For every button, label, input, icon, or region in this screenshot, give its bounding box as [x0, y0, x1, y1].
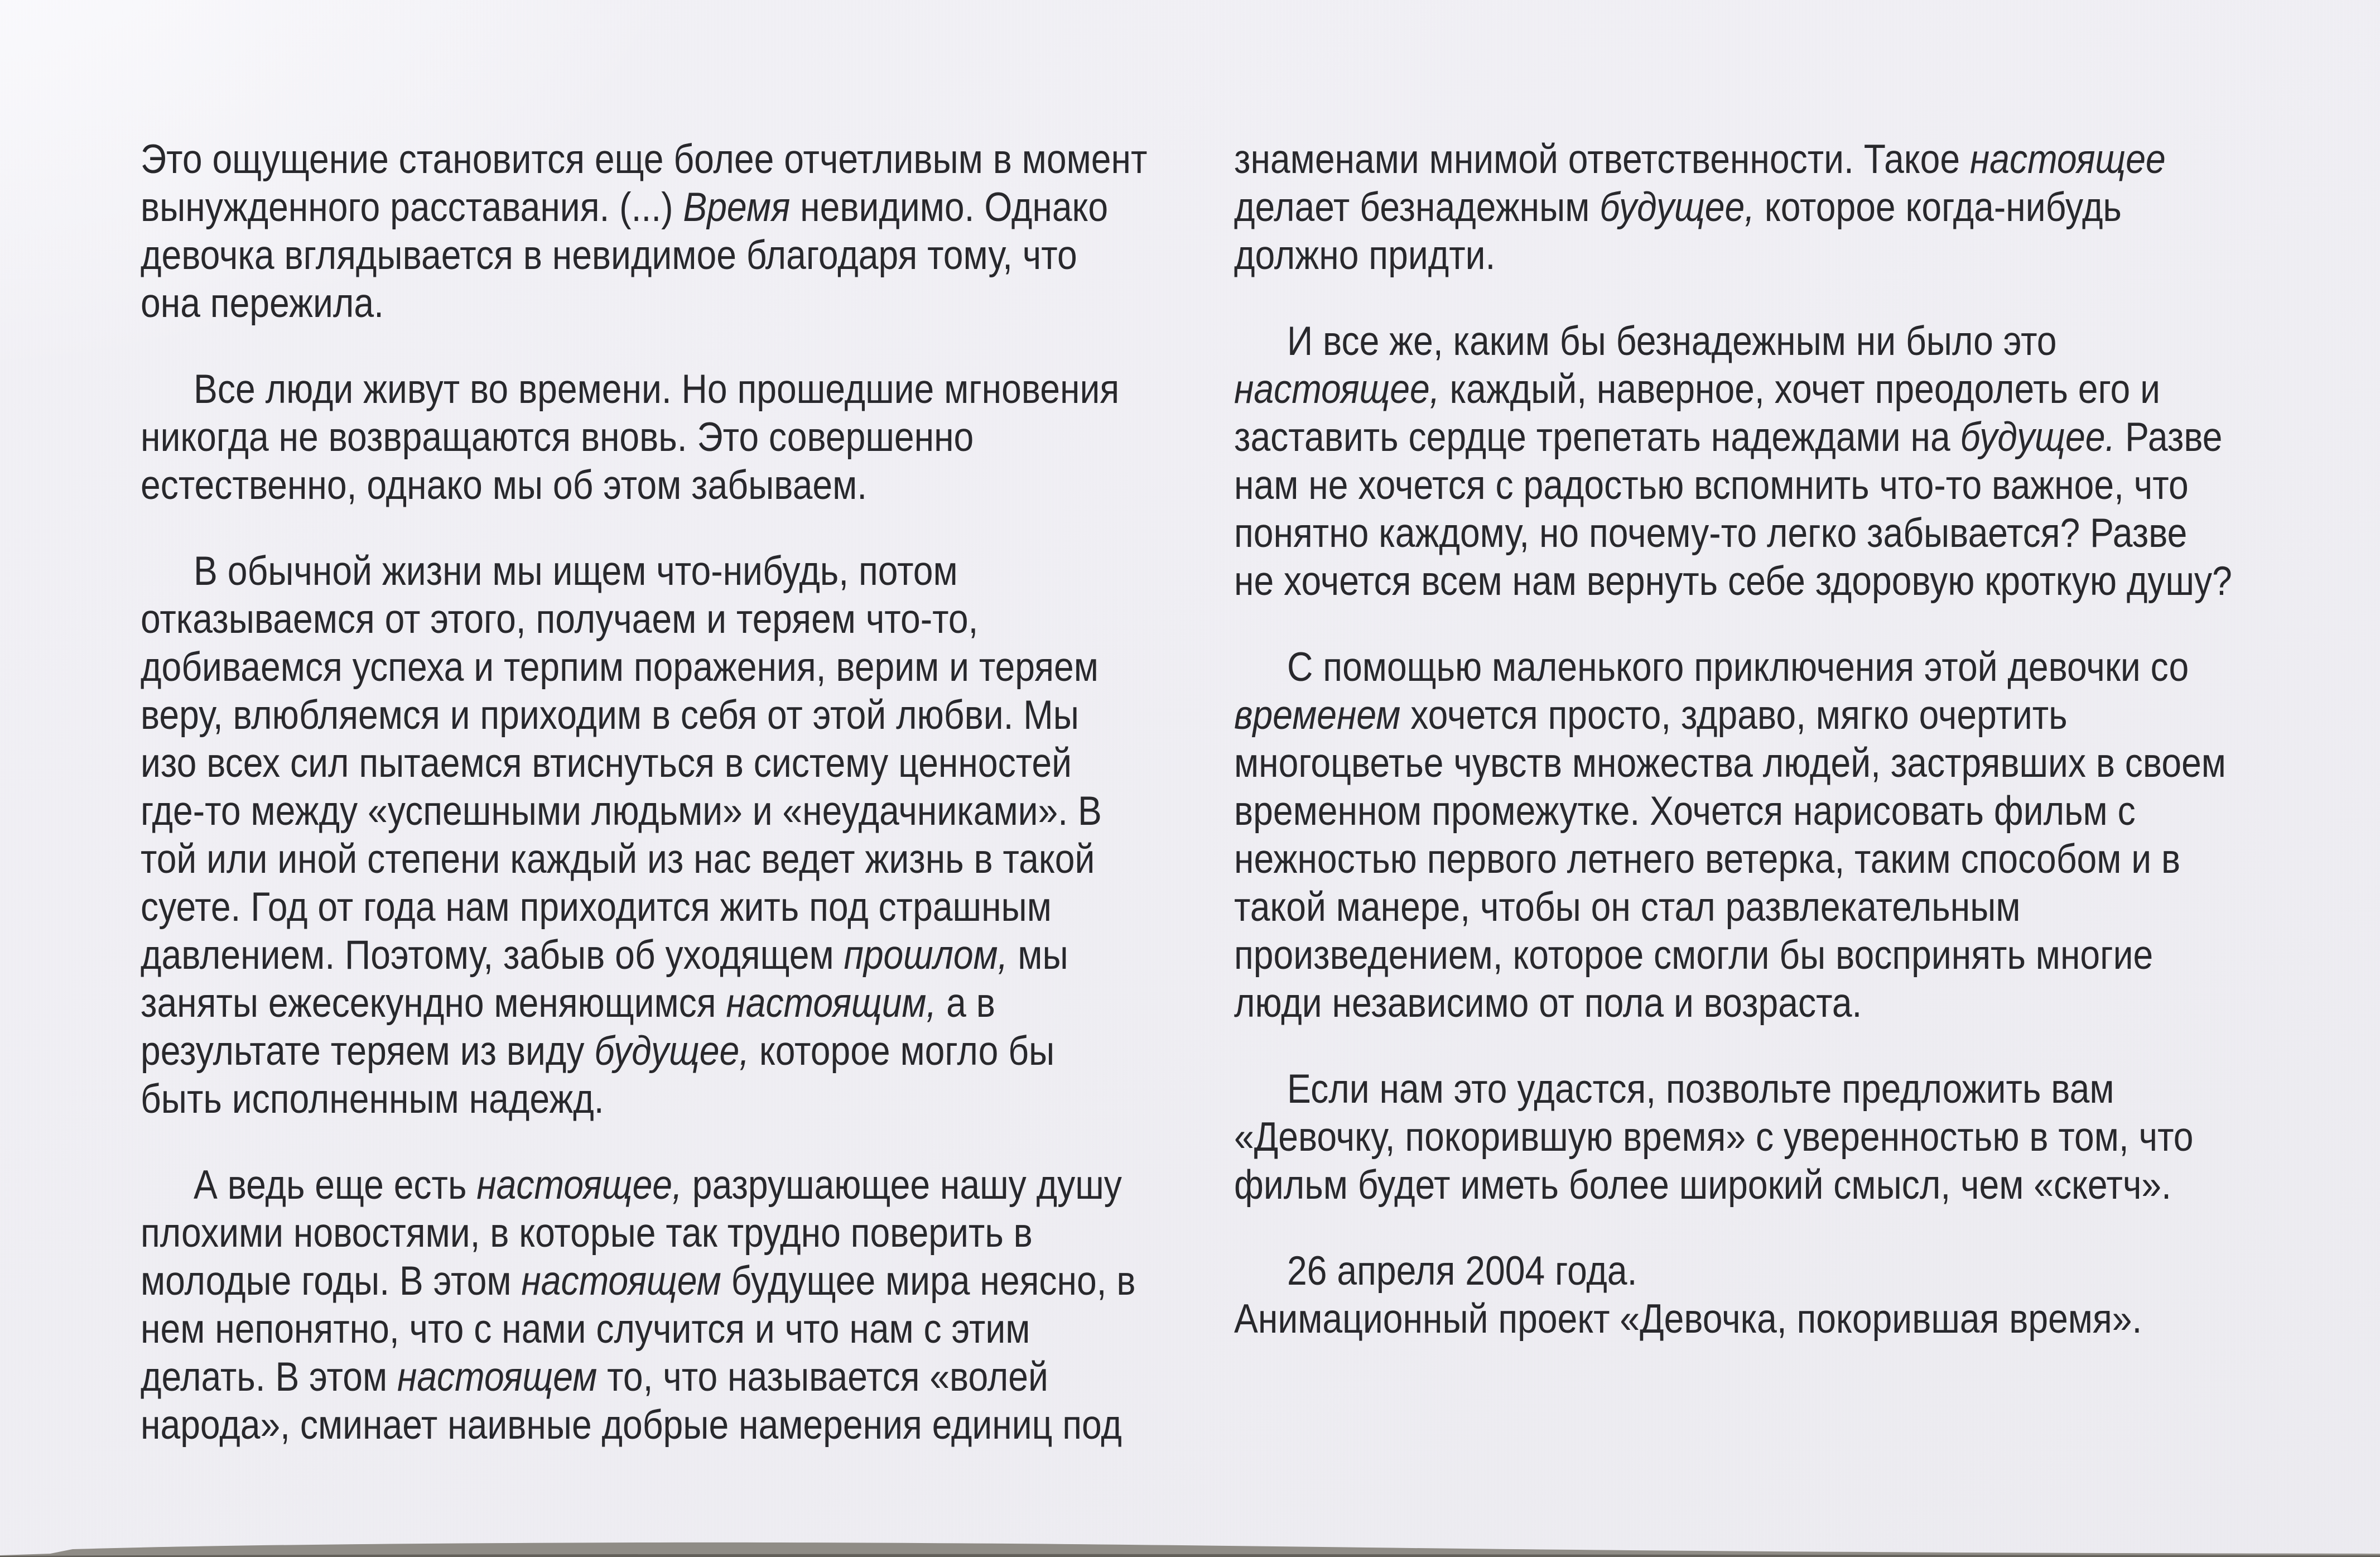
text-line [1234, 979, 2373, 1027]
italic-text-segment: настоящим, [726, 981, 937, 1026]
paragraph [1234, 643, 2373, 1027]
text-line [141, 280, 1280, 328]
text-segment: девочка вглядывается в невидимое благодаря тому, что [141, 233, 1077, 278]
text-line [141, 184, 1280, 232]
text-line [1234, 835, 2373, 883]
page-bottom-edge-shadow [0, 1531, 2380, 1557]
text-segment: знаменами мнимой ответственности. Такое [1234, 137, 1970, 182]
text-segment: многоцветье чувств множества людей, застрявших в своем [1234, 741, 2226, 786]
text-segment: невидимо. Однако [790, 185, 1109, 230]
text-line [141, 414, 1280, 462]
text-line [1234, 136, 2373, 184]
text-line [141, 1075, 1280, 1123]
text-segment: естественно, однако мы об этом забываем. [141, 463, 868, 508]
text-line [141, 1353, 1280, 1401]
text-segment: где-то между «успешными людьми» и «неудачниками». В [141, 789, 1102, 834]
text-segment: заставить сердце трепетать надеждами на [1234, 415, 1960, 460]
text-segment: такой манере, чтобы он стал развлекательным [1234, 885, 2021, 930]
text-line [141, 979, 1280, 1027]
text-segment: понятно каждому, но почему-то легко забывается? Разве [1234, 511, 2188, 556]
text-segment: нам не хочется с радостью вспомнить что-то важное, что [1234, 463, 2189, 508]
text-segment: каждый, наверное, хочет преодолеть его и [1439, 367, 2161, 412]
paragraph [1234, 136, 2373, 280]
text-segment: «Девочку, покорившую время» с уверенностью в том, что [1234, 1114, 2194, 1160]
text-segment: не хочется всем нам вернуть себе здоровую кроткую душу? [1234, 559, 2232, 604]
text-segment: давлением. Поэтому, забыв об уходящем [141, 933, 844, 978]
paragraph [141, 547, 1280, 1123]
text-segment: будущее мира неясно, в [721, 1258, 1136, 1304]
text-line [141, 1027, 1280, 1075]
text-segment: Если нам это удастся, позвольте предложить вам [1287, 1066, 2114, 1112]
text-line [141, 931, 1280, 979]
text-segment: Все люди живут во времени. Но прошедшие мгновения [194, 367, 1120, 412]
text-segment: мы [1008, 933, 1068, 978]
text-segment: а в [936, 981, 995, 1026]
text-line [141, 1257, 1280, 1305]
text-segment: разрушающее нашу душу [682, 1162, 1122, 1208]
text-line [141, 883, 1280, 931]
text-segment: добиваемся успеха и терпим поражения, верим и теряем [141, 645, 1099, 690]
text-line [141, 1401, 1280, 1449]
italic-text-segment: будущее. [1960, 415, 2116, 460]
text-segment: изо всех сил пытаемся втиснуться в систему ценностей [141, 741, 1072, 786]
text-segment: нем непонятно, что с нами случится и что нам с этим [141, 1306, 1030, 1352]
text-segment: хочется просто, здраво, мягко очертить [1400, 693, 2068, 738]
text-line [141, 643, 1280, 691]
italic-text-segment: будущее, [594, 1029, 750, 1074]
text-segment: фильм будет иметь более широкий смысл, чем «скетч». [1234, 1162, 2172, 1208]
italic-text-segment: настоящее, [1234, 367, 1440, 412]
text-segment: Анимационный проект «Девочка, покорившая время». [1234, 1296, 2142, 1342]
text-segment: 26 апреля 2004 года. [1287, 1248, 1637, 1294]
text-segment: С помощью маленького приключения этой девочки со [1287, 645, 2189, 690]
text-line [1234, 1247, 2373, 1295]
text-line [1234, 366, 2373, 414]
italic-text-segment: настоящее, [476, 1162, 682, 1208]
text-segment: Это ощущение становится еще более отчетливым в момент [141, 137, 1148, 182]
text-column-left [141, 136, 1280, 1487]
text-segment: веру, влюбляемся и приходим в себя от этой любви. Мы [141, 693, 1079, 738]
paragraph [1234, 1247, 2373, 1343]
text-line [1234, 558, 2373, 606]
text-segment: В обычной жизни мы ищем что-нибудь, потом [194, 549, 958, 594]
text-segment: нежностью первого летнего ветерка, таким способом и в [1234, 837, 2181, 882]
text-segment: А ведь еще есть [194, 1162, 477, 1208]
text-line [1234, 1065, 2373, 1113]
text-line [1234, 318, 2373, 366]
text-line [1234, 414, 2373, 462]
text-segment: народа», сминает наивные добрые намерения единиц под [141, 1402, 1122, 1448]
paragraph [1234, 318, 2373, 606]
text-segment: то, что называется «волей [597, 1354, 1048, 1400]
text-segment: произведением, которое смогли бы воспринять многие [1234, 933, 2153, 978]
text-line [1234, 232, 2373, 280]
text-line [1234, 931, 2373, 979]
text-segment: И все же, каким бы безнадежным ни было это [1287, 319, 2057, 364]
text-column-right [1234, 136, 2373, 1381]
text-line [1234, 510, 2373, 558]
text-line [1234, 691, 2373, 739]
text-line [1234, 462, 2373, 510]
text-segment: никогда не возвращаются вновь. Это совершенно [141, 415, 974, 460]
text-segment: суете. Год от года нам приходится жить под страшным [141, 885, 1052, 930]
text-line [1234, 1113, 2373, 1161]
text-segment: результате теряем из виду [141, 1029, 595, 1074]
text-line [141, 366, 1280, 414]
italic-text-segment: настоящем [397, 1354, 598, 1400]
text-segment: быть исполненным надежд. [141, 1077, 604, 1122]
text-line [1234, 739, 2373, 787]
text-line [141, 1305, 1280, 1353]
text-segment: должно придти. [1234, 233, 1496, 278]
text-line [141, 739, 1280, 787]
paragraph [1234, 1065, 2373, 1209]
italic-text-segment: будущее, [1599, 185, 1755, 230]
text-segment: плохими новостями, в которые так трудно поверить в [141, 1210, 1033, 1256]
text-line [141, 787, 1280, 835]
text-segment: отказываемся от этого, получаем и теряем что-то, [141, 597, 979, 642]
text-line [1234, 184, 2373, 232]
text-segment: которое могло бы [749, 1029, 1055, 1074]
text-line [141, 595, 1280, 643]
text-line [141, 835, 1280, 883]
text-line [141, 691, 1280, 739]
text-segment: временном промежутке. Хочется нарисовать фильм с [1234, 789, 2136, 834]
text-line [141, 462, 1280, 510]
text-segment: Разве [2115, 415, 2223, 460]
text-segment: делает безнадежным [1234, 185, 1600, 230]
paragraph [141, 1161, 1280, 1449]
text-line [1234, 643, 2373, 691]
text-line [1234, 883, 2373, 931]
text-segment: делать. В этом [141, 1354, 397, 1400]
text-segment: молодые годы. В этом [141, 1258, 522, 1304]
italic-text-segment: временем [1234, 693, 1401, 738]
text-line [141, 232, 1280, 280]
text-line [1234, 787, 2373, 835]
text-segment: люди независимо от пола и возраста. [1234, 981, 1862, 1026]
italic-text-segment: Время [683, 185, 791, 230]
text-segment: заняты ежесекундно меняющимся [141, 981, 726, 1026]
text-line [141, 136, 1280, 184]
text-segment: той или иной степени каждый из нас ведет жизнь в такой [141, 837, 1095, 882]
text-line [1234, 1295, 2373, 1343]
text-line [141, 547, 1280, 595]
text-segment: вынужденного расставания. (...) [141, 185, 683, 230]
text-segment: которое когда-нибудь [1755, 185, 2122, 230]
text-line [1234, 1161, 2373, 1209]
paragraph [141, 136, 1280, 328]
text-line [141, 1161, 1280, 1209]
text-segment: она пережила. [141, 281, 384, 326]
italic-text-segment: прошлом, [844, 933, 1008, 978]
italic-text-segment: настоящее [1969, 137, 2166, 182]
text-line [141, 1209, 1280, 1257]
italic-text-segment: настоящем [521, 1258, 721, 1304]
paragraph [141, 366, 1280, 510]
